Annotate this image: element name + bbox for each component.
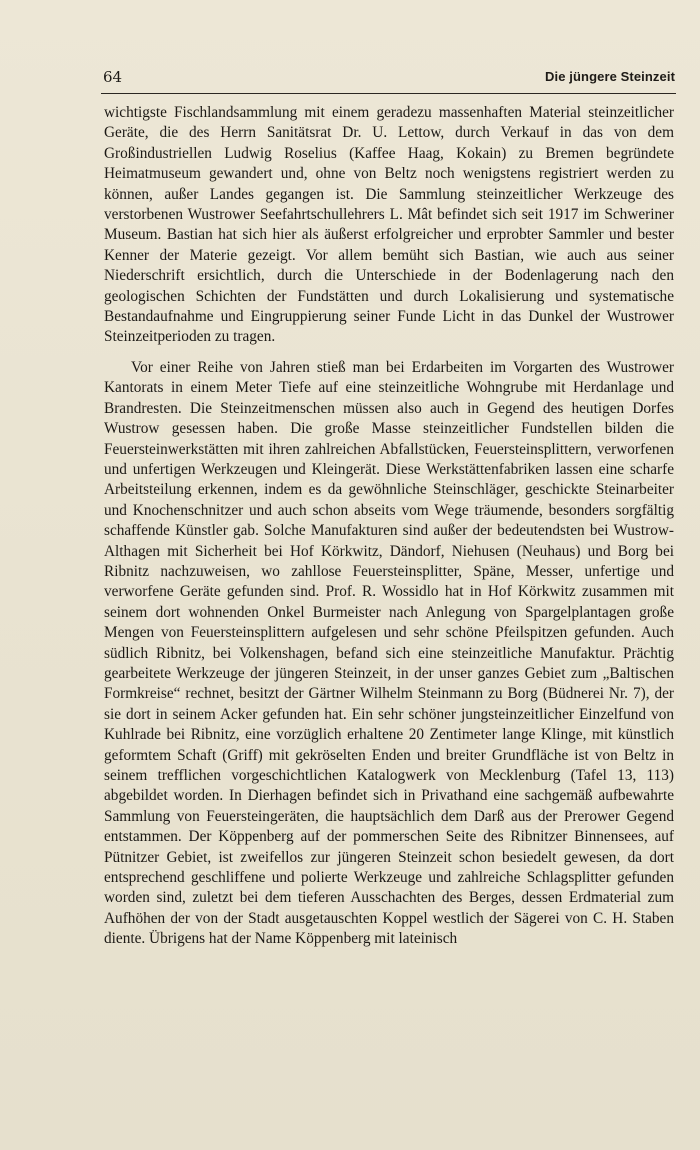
running-head: Die jüngere Steinzeit <box>545 69 675 84</box>
body-text <box>104 103 674 950</box>
page-header <box>103 66 675 88</box>
header-rule <box>101 93 676 94</box>
paragraph: Vor einer Reihe von Jahren stieß man bei Erdarbeiten im Vorgarten des Wustrower Kantorats in einem Meter Tiefe auf eine steinzeitliche Wohngrube mit Herdanlage und Brandresten. Die Steinzeitmenschen müssen also auch in Gegend des heutigen Dorfes Wustrow gesessen haben. Die große Masse steinzeitlicher Fundstellen bilden die Feuersteinwerkstätten mit ihren zahlreichen Abfallstücken, Feuersteinsplittern, verworfenen und unfertigen Werkzeugen und Kleingerät. Diese Werkstättenfabriken lassen eine scharfe Arbeitsteilung erkennen, indem es da gewöhnliche Steinschläger, geschickte Steinarbeiter und Knochenschnitzer und auch schon abseits vom Wege träumende, besonders sorgfältig schaffende Künstler gab. Solche Manufakturen sind außer der bedeutendsten bei Wustrow-Althagen mit Sicherheit bei Hof Körkwitz, Dändorf, Niehusen (Neuhaus) und Borg bei Ribnitz nachzuweisen, wo zahllose Feuersteinsplitter, Späne, Messer, unfertige und verworfene Geräte gefunden sind. Prof. R. Wossidlo hat in Hof Körkwitz zusammen mit seinem dort wohnenden Onkel Burmeister nach Anlegung von Spargelplantagen große Mengen von Feuersteinsplittern aufgelesen und sehr schöne Pfeilspitzen gefunden. Auch südlich Ribnitz, bei Volkenshagen, befand sich eine steinzeitliche Manufaktur. Prächtig gearbeitete Werkzeuge der jüngeren Steinzeit, in der unser ganzes Gebiet zum „Baltischen Formkreise“ rechnet, besitzt der Gärtner Wilhelm Steinmann zu Borg (Büdnerei Nr. 7), der sie dort in seinem Acker gefunden hat. Ein sehr schöner jungsteinzeitlicher Einzelfund von Kuhlrade bei Ribnitz, eine vorzüglich erhaltene 20 Zentimeter lange Klinge, mit künstlich geformtem Schaft (Griff) mit gekröselten Enden und breiter Grundfläche ist von Beltz in seinem trefflichen vorgeschichtlichen Katalogwerk von Mecklenburg (Tafel 13, 113) abgebildet worden. In Dierhagen befindet sich in Privathand eine sachgemäß aufbewahrte Sammlung von Feuersteingeräten, die hauptsächlich dem Darß aus der Prerower Gegend entstammen. Der Köppenberg auf der pommerschen Seite des Ribnitzer Binnensees, auf Pütnitzer Gebiet, ist zweifellos zur jüngeren Steinzeit schon besiedelt gewesen, da dort entsprechend geschliffene und polierte Werkzeuge und zahlreiche Schlagsplitter gefunden worden sind, zuletzt bei dem tieferen Ausschachten des Berges, dessen Erdmaterial zum Aufhöhen der von der Stadt ausgetauschten Koppel westlich der Sägerei von C. H. Staben diente. Übrigens hat der Name Köppenberg mit lateinisch <box>104 358 674 948</box>
page-number: 64 <box>103 68 123 86</box>
paragraph-continued: wichtigste Fischlandsammlung mit einem geradezu massenhaften Material steinzeitlicher Geräte, die des Herrn Sanitätsrat Dr. U. Lettow, durch Verkauf in das von dem Großindustriellen Ludwig Roselius (Kaffee Haag, Kokain) zu Bremen begründete Heimatmuseum gewandert und, ohne von Beltz noch wenigstens registriert werden zu können, außer Landes gegangen ist. Die Sammlung steinzeitlicher Werkzeuge des verstorbenen Wustrower Seefahrtschullehrers L. Mât befindet sich seit 1917 im Schweriner Museum. Bastian hat sich hier als äußerst erfolgreicher und erprobter Sammler und bester Kenner der Materie gezeigt. Vor allem bemüht sich Bastian, wie auch aus seiner Niederschrift ersichtlich, durch die Unterschiede in der Bodenlagerung nach den geologischen Schichten der Fundstätten und durch Lokalisierung und systematische Bestandaufnahme und Eingruppierung seiner Funde Licht in das Dunkel der Wustrower Steinzeitperioden zu tragen. <box>104 104 674 346</box>
